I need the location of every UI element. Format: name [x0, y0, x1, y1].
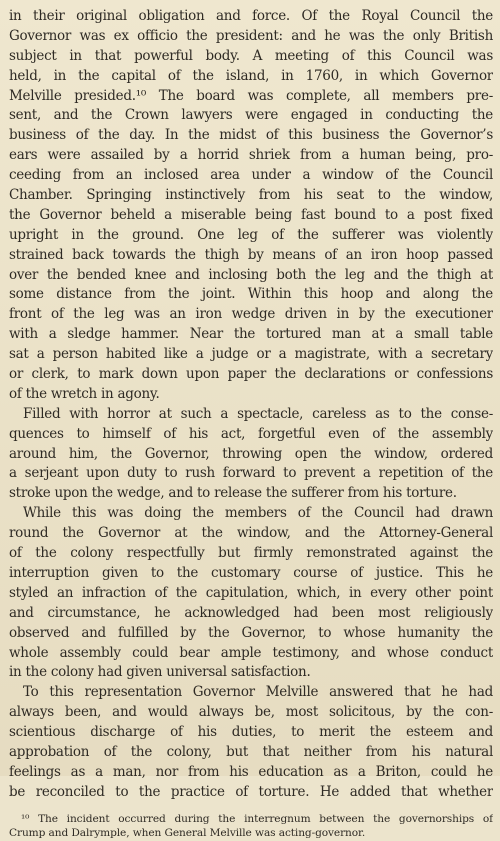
body-line: business of the day. In the midst of this business the Governor’s — [9, 127, 493, 144]
body-line: approbation of the colony, but that neither from his natural — [9, 743, 493, 760]
body-line: ears were assailed by a horrid shriek from a human being, pro- — [9, 147, 493, 164]
body-line: While this was doing the members of the Council had drawn — [23, 505, 493, 522]
body-line: a serjeant upon duty to rush forward to prevent a repetition of the — [9, 465, 493, 482]
body-line: in their original obligation and force. Of the Royal Council the — [9, 8, 493, 24]
body-line: front of the leg was an iron wedge driven in by the executioner — [9, 306, 493, 323]
body-line: ceeding from an inclosed area under a window of the Council — [9, 167, 493, 184]
body-line: Melville presided.¹⁰ The board was complete, all members pre- — [9, 87, 493, 104]
body-line: in the colony had given universal satisfaction. — [9, 664, 311, 681]
body-line: of the wretch in agony. — [9, 385, 160, 402]
body-line: Governor was ex officio the president: and he was the only British — [9, 27, 493, 44]
body-line: held, in the capital of the island, in 1760, in which Governor — [9, 67, 493, 84]
body-line: feelings as a man, nor from his education as a Briton, could he — [9, 763, 493, 780]
body-line: Filled with horror at such a spectacle, careless as to the conse- — [23, 405, 493, 422]
footnote-line: Crump and Dalrymple, when General Melville was acting-governor. — [9, 827, 366, 840]
body-line: over the bended knee and inclosing both the leg and the thigh at — [9, 266, 493, 283]
body-line: the Governor beheld a miserable being fast bound to a post fixed — [9, 206, 493, 223]
body-line: round the Governor at the window, and the Attorney-General — [9, 525, 493, 542]
body-line: observed and fulfilled by the Governor, to whose humanity the — [9, 624, 493, 641]
body-line: Chamber. Springing instinctively from his seat to the window, — [9, 187, 493, 204]
body-line: scientious discharge of his duties, to merit the esteem and — [9, 724, 493, 741]
footnote-line: ¹⁰ The incident occurred during the interregnum between the governorships of — [21, 812, 493, 825]
body-line: To this representation Governor Melville answered that he had — [23, 684, 493, 701]
body-line: interruption given to the customary course of justice. This he — [9, 564, 493, 581]
footnote — [9, 812, 493, 841]
body-line: and circumstance, he acknowledged had been most religiously — [9, 604, 493, 621]
body-line: styled an infraction of the capitulation, which, in every other point — [9, 584, 493, 601]
body-line: or clerk, to mark down upon paper the declarations or confessions — [9, 366, 493, 383]
body-line: be reconciled to the practice of torture. He added that whether — [9, 783, 493, 800]
body-line: sat a person habited like a judge or a magistrate, with a secretary — [9, 346, 493, 363]
body-line: with a sledge hammer. Near the tortured man at a small table — [9, 326, 493, 343]
body-line: strained back towards the thigh by means of an iron hoop passed — [9, 246, 493, 263]
body-line: around him, the Governor, throwing open the window, ordered — [9, 445, 493, 462]
body-line: whole assembly could bear ample testimony, and whose conduct — [9, 644, 493, 661]
body-line: upright in the ground. One leg of the sufferer was violently — [9, 226, 493, 243]
body-line: subject in that powerful body. A meeting of this Council was — [9, 47, 493, 64]
body-line: quences to himself of his act, forgetful even of the assembly — [9, 425, 493, 442]
body-line: stroke upon the wedge, and to release the sufferer from his torture. — [9, 485, 457, 502]
main-text — [9, 7, 493, 803]
body-line: of the colony respectfully but firmly remonstrated against the — [9, 545, 493, 562]
body-line: always been, and would always be, most solicitous, by the con- — [9, 704, 493, 721]
body-line: some distance from the joint. Within this hoop and along the — [9, 286, 493, 303]
body-line: sent, and the Crown lawyers were engaged in conducting the — [9, 107, 493, 124]
